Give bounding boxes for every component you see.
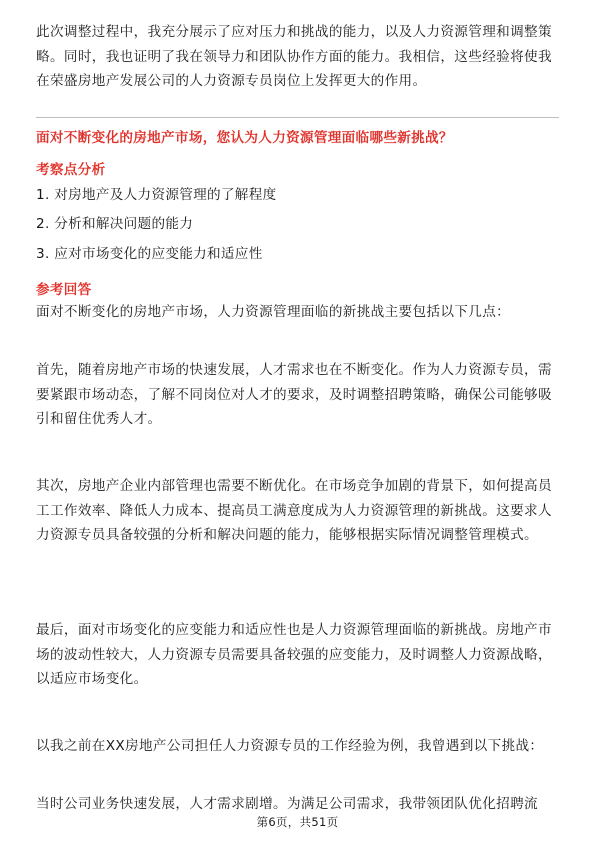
- analysis-point: 3. 应对市场变化的应变能力和适应性: [36, 246, 263, 262]
- answer-paragraph: 首先，随着房地产市场的快速发展，人才需求也在不断变化。作为人力资源专员，需要紧跟市场动态，了解不同岗位对人才的要求，及时调整招聘策略，确保公司能够吸引和留住优秀人才。: [36, 362, 552, 427]
- answer-paragraph: 最后，面对市场变化的应变能力和适应性也是人力资源管理面临的新挑战。房地产市场的波动性较大，人力资源专员需要具备较强的应变能力，及时调整人力资源战略，以适应市场变化。: [36, 622, 552, 687]
- answer-paragraph: 以我之前在XX房地产公司担任人力资源专员的工作经验为例，我曾遇到以下挑战：: [36, 738, 544, 754]
- section-divider: [36, 117, 559, 118]
- answer-paragraph: 当时公司业务快速发展，人才需求剧增。为满足公司需求，我带领团队优化招聘流: [36, 796, 538, 812]
- answer-paragraph: 其次，房地产企业内部管理也需要不断优化。在市场竞争加剧的背景下，如何提高员工工作效率、降低人力成本、提高员工满意度成为人力资源管理的新挑战。这要求人力资源专员具备较强的分析和解决问题的能力，能够根据实际情况调整管理模式。: [36, 478, 552, 543]
- answer-heading: 参考回答: [36, 282, 92, 298]
- analysis-point: 1. 对房地产及人力资源管理的了解程度: [36, 187, 277, 203]
- analysis-point: 2. 分析和解决问题的能力: [36, 216, 194, 232]
- intro-paragraph: 此次调整过程中，我充分展示了应对压力和挑战的能力，以及人力资源管理和调整策略。同时，我也证明了我在领导力和团队协作方面的能力。我相信，这些经验将使我在荣盛房地产发展公司的人力资源专员岗位上发挥更大的作用。: [36, 24, 552, 89]
- page-number: 第6页，共51页: [256, 815, 339, 829]
- interview-question: 面对不断变化的房地产市场，您认为人力资源管理面临哪些新挑战？: [36, 130, 453, 146]
- analysis-heading: 考察点分析: [36, 162, 106, 178]
- answer-paragraph: 面对不断变化的房地产市场，人力资源管理面临的新挑战主要包括以下几点：: [36, 304, 511, 320]
